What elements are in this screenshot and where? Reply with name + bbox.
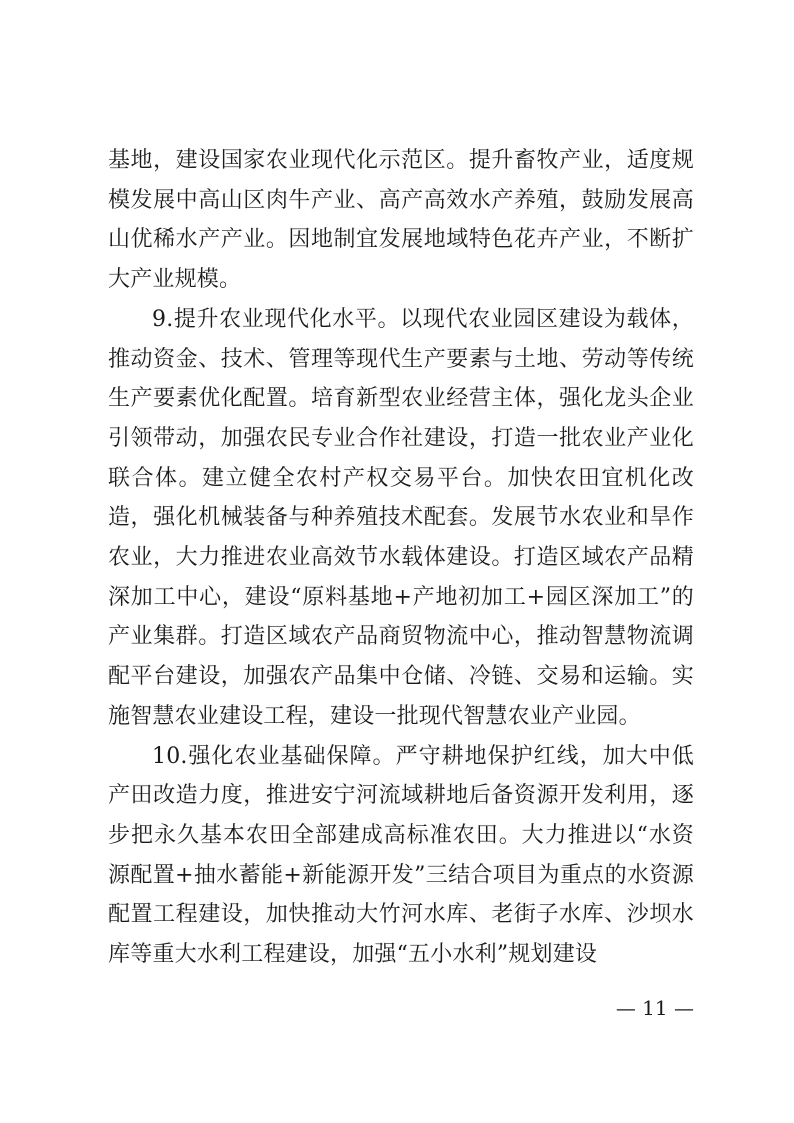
paragraph-livestock-industry: 基地，建设国家农业现代化示范区。提升畜牧产业，适度规模发展中高山区肉牛产业、高产高效水产养殖，鼓励发展高山优稀水产产业。因地制宜发展地域特色花卉产业，不断扩大产业规模。 bbox=[108, 148, 694, 293]
page-number: — 11 — bbox=[615, 996, 694, 1020]
paragraph-agricultural-modernization: 9.提升农业现代化水平。以现代农业园区建设为载体，推动资金、技术、管理等现代生产要素与土地、劳动等传统生产要素优化配置。培育新型农业经营主体，强化龙头企业引领带动，加强农民专业合作社建设，打造一批农业产业化联合体。建立健全农村产权交易平台。加快农田宜机化改造，强化机械装备与种养殖技术配套。发展节水农业和旱作农业，大力推进农业高效节水载体建设。打造区域农产品精深加工中心，建设“原料基地+产地初加工+园区深加工”的产业集群。打造区域农产品商贸物流中心，推动智慧物流调配平台建设，加强农产品集中仓储、冷链、交易和运输。实施智慧农业建设工程，建设一批现代智慧农业产业园。 bbox=[108, 306, 694, 729]
paragraph-agricultural-infrastructure: 10.强化农业基础保障。严守耕地保护红线，加大中低产田改造力度，推进安宁河流域耕地后备资源开发利用，逐步把永久基本农田全部建成高标准农田。大力推进以“水资源配置+抽水蓄能+新能源开发”三结合项目为重点的水资源配置工程建设，加快推动大竹河水库、老街子水库、沙坝水库等重大水利工程建设，加强“五小水利”规划建设 bbox=[108, 743, 694, 968]
body-text bbox=[108, 141, 694, 975]
